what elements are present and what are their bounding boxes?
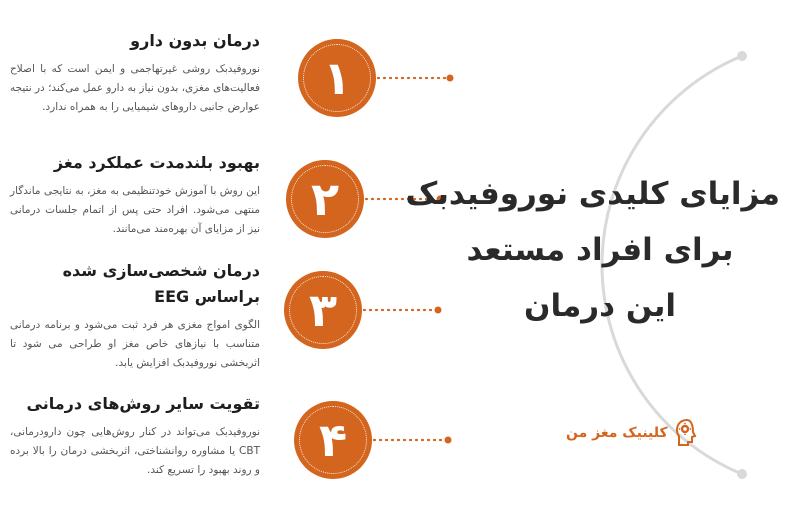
number-badge-1: ۱ bbox=[298, 39, 376, 117]
benefit-heading-3: درمان شخصی‌سازی شده براساس EEG bbox=[62, 261, 260, 306]
number-badge-2: ۲ bbox=[286, 160, 364, 238]
benefit-item-2 bbox=[10, 150, 260, 239]
benefit-heading-1: درمان بدون دارو bbox=[130, 31, 260, 50]
benefit-item-1 bbox=[10, 28, 260, 117]
brain-head-icon bbox=[674, 418, 700, 448]
benefit-heading-4: تقویت سایر روش‌های درمانی bbox=[26, 394, 260, 413]
arc-end-dot-top bbox=[737, 51, 747, 61]
arc-end-dot-bottom bbox=[737, 469, 747, 479]
main-title-line-3: این درمان bbox=[523, 288, 676, 324]
benefit-item-4 bbox=[10, 391, 260, 480]
clinic-logo-text: کلینیک مغز من bbox=[566, 425, 668, 441]
connector-dot-1 bbox=[447, 75, 454, 82]
number-badge-4: ۴ bbox=[294, 401, 372, 479]
connector-dot-4 bbox=[445, 437, 452, 444]
benefit-text-1: نوروفیدبک روشی غیرتهاجمی و ایمن است که با اصلاح فعالیت‌های مغزی، بدون نیاز به دارو عمل می‌کند؛ در نتیجه عوارض جانبی داروهای شیمیایی را به همراه ندارد. bbox=[9, 63, 260, 113]
benefit-heading-2: بهبود بلندمدت عملکرد مغز bbox=[53, 153, 260, 172]
number-badge-3: ۳ bbox=[284, 271, 362, 349]
benefit-text-3: الگوی امواج مغزی هر فرد ثبت می‌شود و برنامه درمانی متناسب با نیازهای خاص مغز او طراحی می شود تا اثربخشی نوروفیدبک افزایش یابد. bbox=[10, 319, 260, 369]
benefit-text-4: نوروفیدبک می‌تواند در کنار روش‌هایی چون دارودرمانی، CBT یا مشاوره روانشناختی، اثربخشی درمان را بالا برده و روند بهبود را تسریع کند. bbox=[10, 426, 260, 476]
benefit-item-3 bbox=[10, 258, 260, 373]
main-title-line-1: مزایای کلیدی نوروفیدبک bbox=[405, 176, 780, 212]
main-title bbox=[405, 166, 780, 334]
main-title-line-2: برای افراد مستعد bbox=[466, 232, 734, 268]
clinic-logo bbox=[566, 418, 700, 448]
benefit-text-2: این روش با آموزش خودتنظیمی به مغز، به نتایجی ماندگار منتهی می‌شود. افراد حتی پس از اتمام جلسات درمانی نیز از مزایای آن بهره‌مند می‌مانند. bbox=[10, 185, 260, 235]
